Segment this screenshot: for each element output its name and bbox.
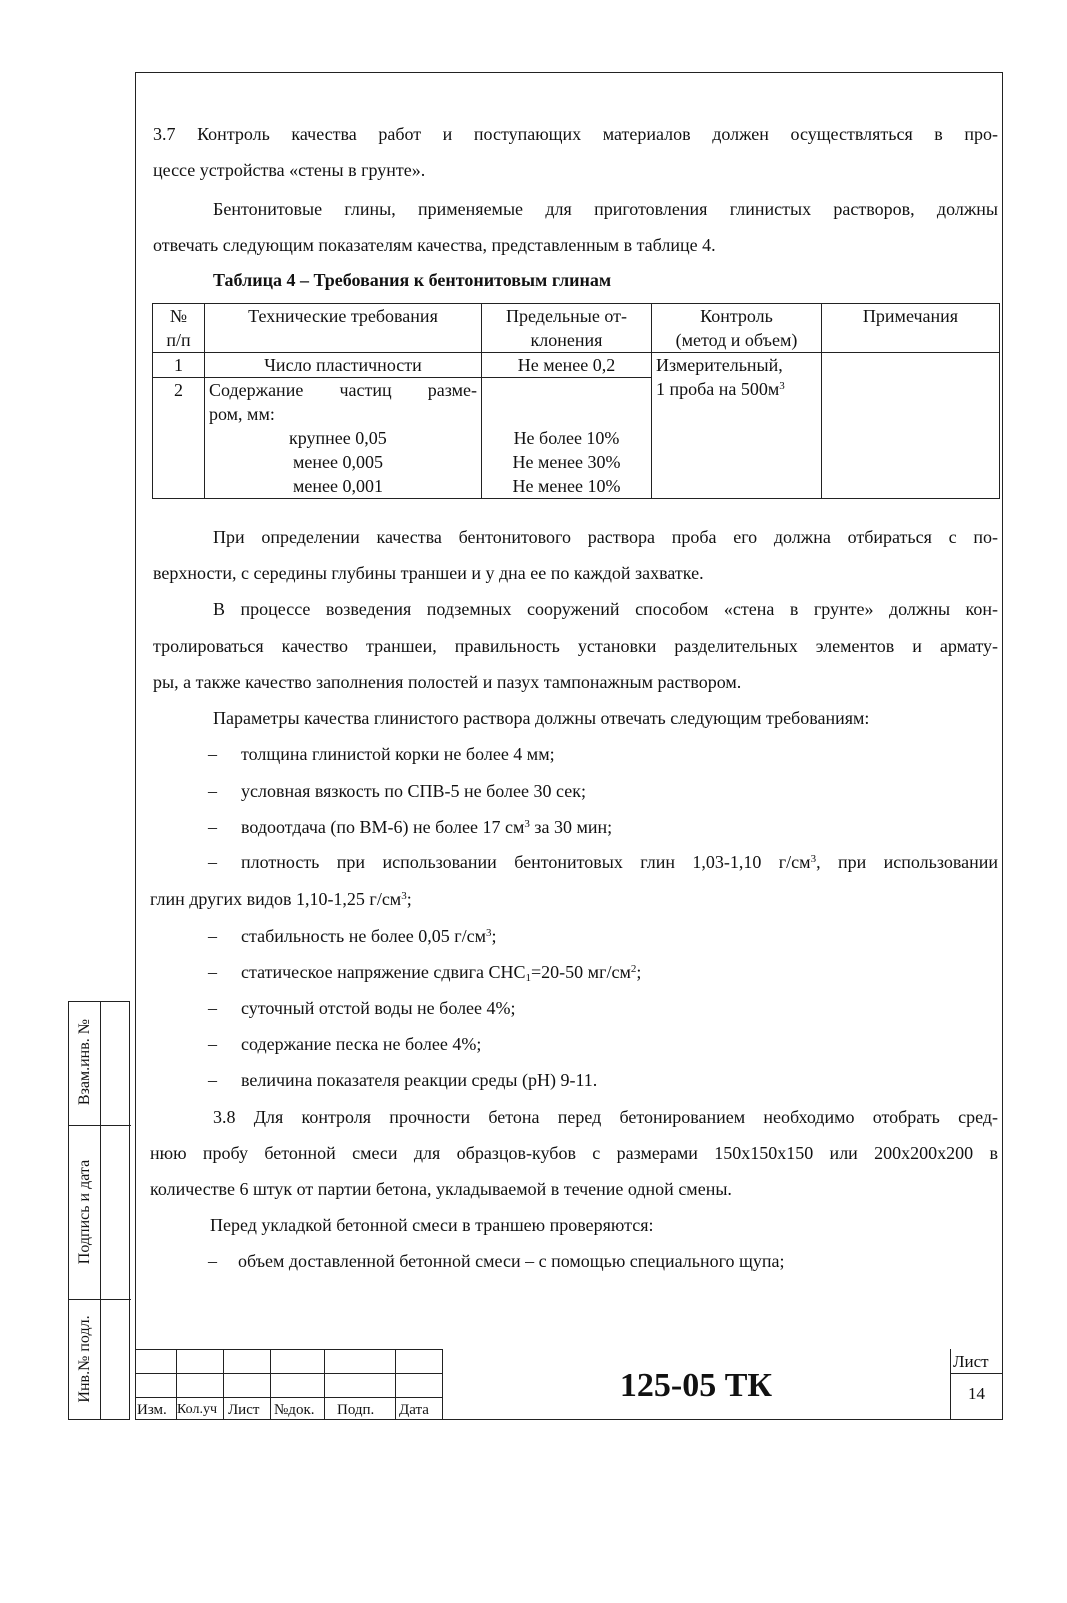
document-code: 125-05 ТК	[619, 1367, 773, 1404]
bullet-crust-thickness: толщина глинистой корки не более 4 мм;	[241, 744, 555, 764]
particle-content-cell: Содержание частиц разме- ром, мм: крупнее 0,05 менее 0,005 менее 0,001	[205, 378, 482, 499]
stamp-col-kolych: Кол.уч	[177, 1402, 217, 1417]
bullet-density-line2: глин других видов 1,10-1,25 $г/см^3$;	[150, 889, 412, 909]
table-row: 2 Содержание частиц разме- ром, мм: крупнее 0,05 менее 0,005 менее 0,001 Не более 10% Не менее 30% Не менее 10%	[153, 378, 1000, 499]
sampling-para-line1: При определении качества бентонитового раствора проба его должна отбираться с по-	[213, 527, 998, 547]
stamp-col-izm: Изм.	[137, 1402, 167, 1418]
table-row: 1 Число пластичности Не менее 0,2 Измерительный, 1 проба на $500м^3$	[153, 353, 1000, 378]
para-3-8-line3: количестве 6 штук от партии бетона, укладываемой в течение одной смены.	[150, 1179, 732, 1199]
table-header-row	[153, 304, 1000, 353]
sampling-para-line2: верхности, с середины глубины траншеи и у дна ее по каждой захватке.	[153, 563, 704, 583]
stamp-col-podp: Подп.	[337, 1402, 375, 1418]
control-cell: Измерительный, 1 проба на $500м^3$	[652, 353, 822, 499]
header-notes: Примечания	[822, 304, 1000, 353]
params-intro: Параметры качества глинистого раствора должны отвечать следующим требованиям:	[213, 708, 870, 728]
process-para-line1: В процессе возведения подземных сооружений способом «стена в грунте» должны кон-	[213, 599, 998, 619]
stamp-col-list: Лист	[228, 1402, 260, 1418]
margin-vzam-label: Взам.инв. №	[76, 1018, 93, 1106]
para-3-7-line1: 3.7 Контроль качества работ и поступающих материалов должен осуществляться в про-	[153, 124, 998, 144]
para-3-7-line2: цессе устройства «стены в грунте».	[153, 160, 426, 180]
left-margin-strip	[68, 1001, 130, 1420]
bentonite-para-line1: Бентонитовые глины, применяемые для приготовления глинистых растворов, должны	[213, 199, 998, 219]
bullet-shear-stress: статическое напряжение сдвига $СНС_1=20-50$ $мг/см^2$;	[241, 962, 642, 984]
bullet-stability: стабильность не более 0,05 $г/см^3$;	[241, 926, 497, 946]
bullet-viscosity: условная вязкость по СПВ-5 не более 30 сек;	[241, 781, 586, 801]
bullet-water-loss: водоотдача (по ВМ-6) не более 17 $см^3$ за 30 мин;	[241, 817, 613, 837]
bullet-concrete-volume: объем доставленной бетонной смеси – с помощью специального щупа;	[238, 1251, 785, 1271]
notes-cell	[822, 353, 1000, 499]
sheet-number: 14	[968, 1384, 985, 1403]
particle-deviation-cell: Не более 10% Не менее 30% Не менее 10%	[482, 378, 652, 499]
sheet-label: Лист	[953, 1352, 989, 1371]
bullet-water-settling: суточный отстой воды не более 4%;	[241, 998, 516, 1018]
stamp-col-data: Дата	[399, 1402, 429, 1418]
para-3-8-line1: 3.8 Для контроля прочности бетона перед бетонированием необходимо отобрать сред-	[213, 1107, 998, 1127]
bullet-ph: величина показателя реакции среды (pH) 9-11.	[241, 1070, 598, 1090]
table-4-caption: Таблица 4 – Требования к бентонитовым глинам	[213, 270, 612, 290]
header-num: № п/п	[153, 304, 205, 353]
margin-inv-label: Инв.№ подл.	[76, 1315, 93, 1403]
bullet-density-line1: плотность при использовании бентонитовых глин 1,03-1,10 $г/см^3$, при использовании	[241, 852, 998, 872]
bullet-sand-content: содержание песка не более 4%;	[241, 1034, 482, 1054]
stamp-col-ndok: №док.	[274, 1402, 315, 1418]
table-4	[152, 303, 1000, 499]
before-placement: Перед укладкой бетонной смеси в траншею проверяются:	[210, 1215, 654, 1235]
margin-signature-label: Подпись и дата	[76, 1159, 93, 1265]
bentonite-para-line2: отвечать следующим показателям качества, представленным в таблице 4.	[153, 235, 716, 255]
process-para-line3: ры, а также качество заполнения полостей и пазух тампонажным раствором.	[153, 672, 742, 692]
para-3-8-line2: нюю пробу бетонной смеси для образцов-кубов с размерами 150х150х150 или 200х200х200 в	[150, 1143, 998, 1163]
header-deviation: Предельные от- клонения	[482, 304, 652, 353]
header-control: Контроль (метод и объем)	[652, 304, 822, 353]
process-para-line2: тролироваться качество траншеи, правильность установки разделительных элементов и армату-	[153, 636, 998, 656]
header-tech: Технические требования	[205, 304, 482, 353]
